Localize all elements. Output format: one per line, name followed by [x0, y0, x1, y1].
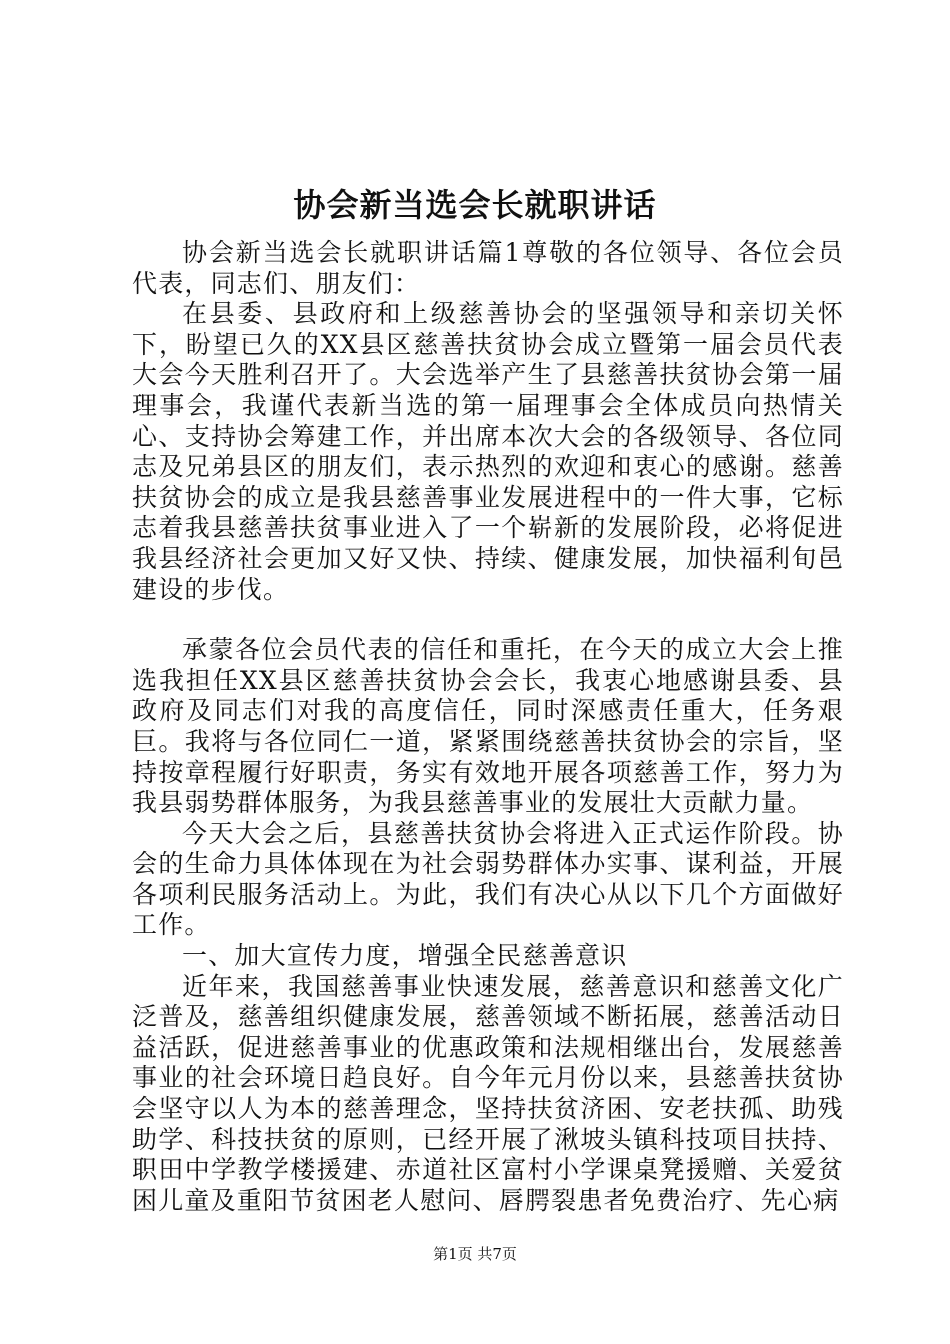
paragraph: 在县委、县政府和上级慈善协会的坚强领导和亲切关怀下，盼望已久的XX县区慈善扶贫协会成立暨第一届会员代表大会今天胜利召开了。大会选举产生了县慈善扶贫协会第一届理事会，我谨代表新当选的第一届理事会全体成员向热情关心、支持协会筹建工作，并出席本次大会的各级领导、各位同志及兄弟县区的朋友们，表示热烈的欢迎和衷心的感谢。慈善扶贫协会的成立是我县慈善事业发展进程中的一件大事，它标志着我县慈善扶贫事业进入了一个崭新的发展阶段，必将促进我县经济社会更加又好又快、持续、健康发展，加快福利旬邑建设的步伐。 — [132, 299, 844, 604]
document-body — [132, 238, 844, 1216]
document-title: 协会新当选会长就职讲话 — [293, 186, 657, 224]
paragraph: 承蒙各位会员代表的信任和重托，在今天的成立大会上推选我担任XX县区慈善扶贫协会会长，我衷心地感谢县委、县政府及同志们对我的高度信任，同时深感责任重大，任务艰巨。我将与各位同仁一道，紧紧围绕慈善扶贫协会的宗旨，坚持按章程履行好职责，务实有效地开展各项慈善工作，努力为我县弱势群体服务，为我县慈善事业的发展壮大贡献力量。 — [132, 635, 844, 818]
section-heading: 一、加大宣传力度，增强全民慈善意识 — [182, 941, 628, 971]
paragraph: 今天大会之后，县慈善扶贫协会将进入正式运作阶段。协会的生命力具体体现在为社会弱势群体办实事、谋利益，开展各项利民服务活动上。为此，我们有决心从以下几个方面做好工作。 — [132, 818, 844, 940]
page-footer: 第1页 共7页 — [433, 1245, 517, 1263]
paragraph: 协会新当选会长就职讲话篇1尊敬的各位领导、各位会员代表，同志们、朋友们： — [132, 238, 844, 298]
paragraph: 近年来，我国慈善事业快速发展，慈善意识和慈善文化广泛普及，慈善组织健康发展，慈善领域不断拓展，慈善活动日益活跃，促进慈善事业的优惠政策和法规相继出台，发展慈善事业的社会环境日趋良好。自今年元月份以来，县慈善扶贫协会坚守以人为本的慈善理念，坚持扶贫济困、安老扶孤、助残助学、科技扶贫的原则，已经开展了湫坡头镇科技项目扶持、职田中学教学楼援建、赤道社区富村小学课桌凳援赠、关爱贫困儿童及重阳节贫困老人慰问、唇腭裂患者免费治疗、先心病 — [132, 971, 844, 1215]
